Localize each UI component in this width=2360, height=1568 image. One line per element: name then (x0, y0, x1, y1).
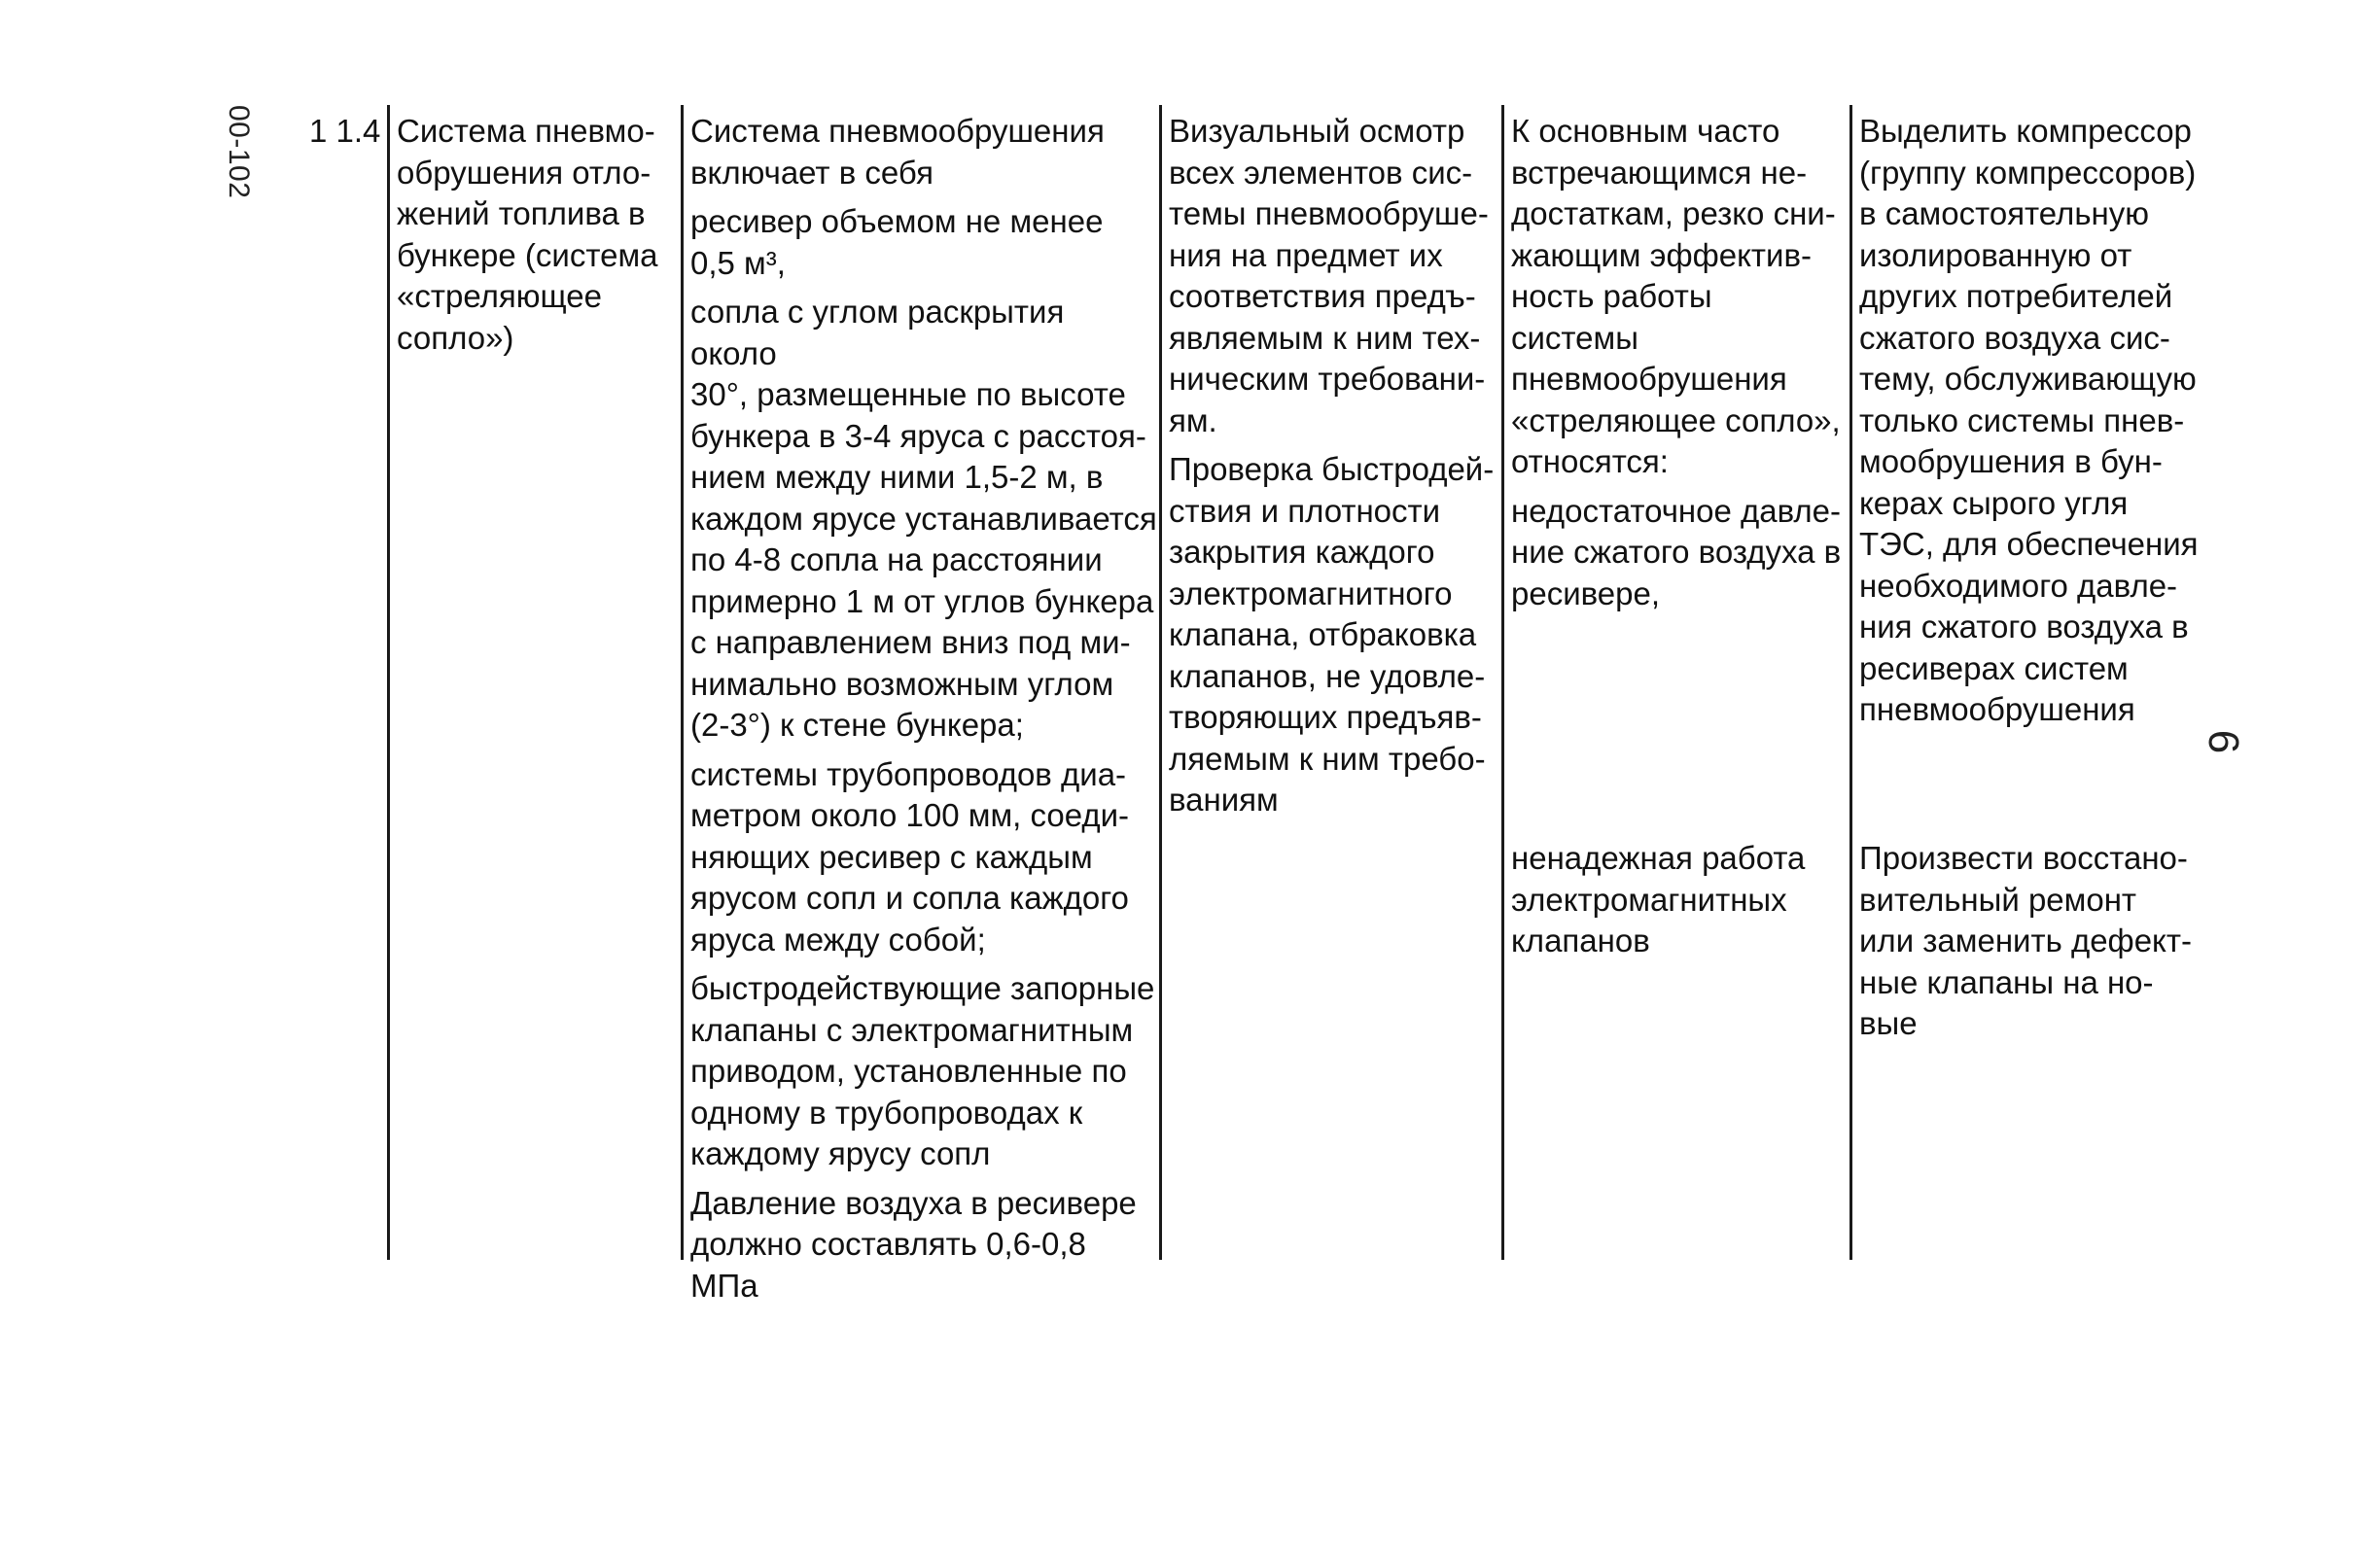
table-rule (1849, 105, 1852, 1260)
table-rule (1159, 105, 1162, 1260)
defects-paragraph: недостаточное давле- ние сжатого воздуха в ресивере, (1511, 492, 1842, 611)
element-name: Система пневмо- обрушения отло- жений топлива в бункере (система «стреляющее сопло») (397, 113, 658, 356)
measures-paragraph: Произвести восстано- вительный ремонт или заменить дефект- ные клапаны на но- вые (1859, 840, 2192, 1041)
defects-paragraph: ненадежная работа электромагнитных клапанов (1511, 840, 1806, 958)
table-rule (387, 105, 390, 1260)
inspection-paragraph: Проверка быстродей- ствия и плотности закрытия каждого электромагнитного клапана, отбраковка клапанов, не удовле- творяющих предъяв- ляемым к ним требо- ваниям (1169, 451, 1495, 818)
page-number: 6 (2200, 729, 2248, 754)
measures-cell (1859, 111, 2209, 739)
defects-paragraph: К основным часто встречающимся не- достаткам, резко сни- жающим эффектив- ность работы системы пневмообрушения «стреляющее сопло», относятся: (1511, 113, 1841, 479)
defects-cell (1511, 111, 1848, 622)
inspection-cell (1169, 111, 1499, 829)
inspection-paragraph: Визуальный осмотр всех элементов сис- темы пневмообруше- ния на предмет их соответствия предъ- являемым к ним тех- ническим требовани- ям. (1169, 113, 1489, 438)
row-number: 1 1.4 (309, 113, 381, 149)
table-rule (1501, 105, 1504, 1260)
measures-paragraph: Выделить компрессор (группу компрессоров) в самостоятельную изолированную от других потребителей сжатого воздуха сис- тему, обслуживающую только системы пнев- мообрушения в бун- керах сырого угля ТЭС, для обеспечения необходимого давле- ния сжатого воздуха в ресиверах систем пневмообрушения (1859, 113, 2199, 727)
document-code: 00-102 (223, 105, 255, 199)
element-name-cell (397, 111, 677, 366)
description-paragraph: ресивер объемом не менее 0,5 м³, (690, 203, 1104, 281)
table-rule (681, 105, 684, 1260)
description-paragraph: системы трубопроводов диа- метром около 100 мм, соеди- няющих ресивер с каждым ярусом сопл и сопла каждого яруса между собой; (690, 755, 1130, 958)
measures-cell-lower (1859, 838, 2209, 1053)
description-cell (690, 111, 1157, 1314)
description-paragraph: Система пневмообрушения включает в себя (690, 113, 1105, 191)
description-paragraph: сопла с углом раскрытия около 30°, размещенные по высоте бункера в 3-4 яруса с расстоя- нием между ними 1,5-2 м, в каждом ярусе устанавливается по 4-8 сопла на расстоянии примерно 1 м от углов бункера с направлением вниз под ми- нимально возможным углом (2-3°) к стене бункера; (690, 294, 1157, 743)
defects-cell-lower (1511, 838, 1848, 970)
description-paragraph: Давление воздуха в ресивере должно составлять 0,6-0,8 МПа (690, 1184, 1137, 1304)
description-paragraph: быстродействующие запорные клапаны с электромагнитным приводом, установленные по одному в трубопроводах к каждому ярусу сопл (690, 970, 1155, 1171)
